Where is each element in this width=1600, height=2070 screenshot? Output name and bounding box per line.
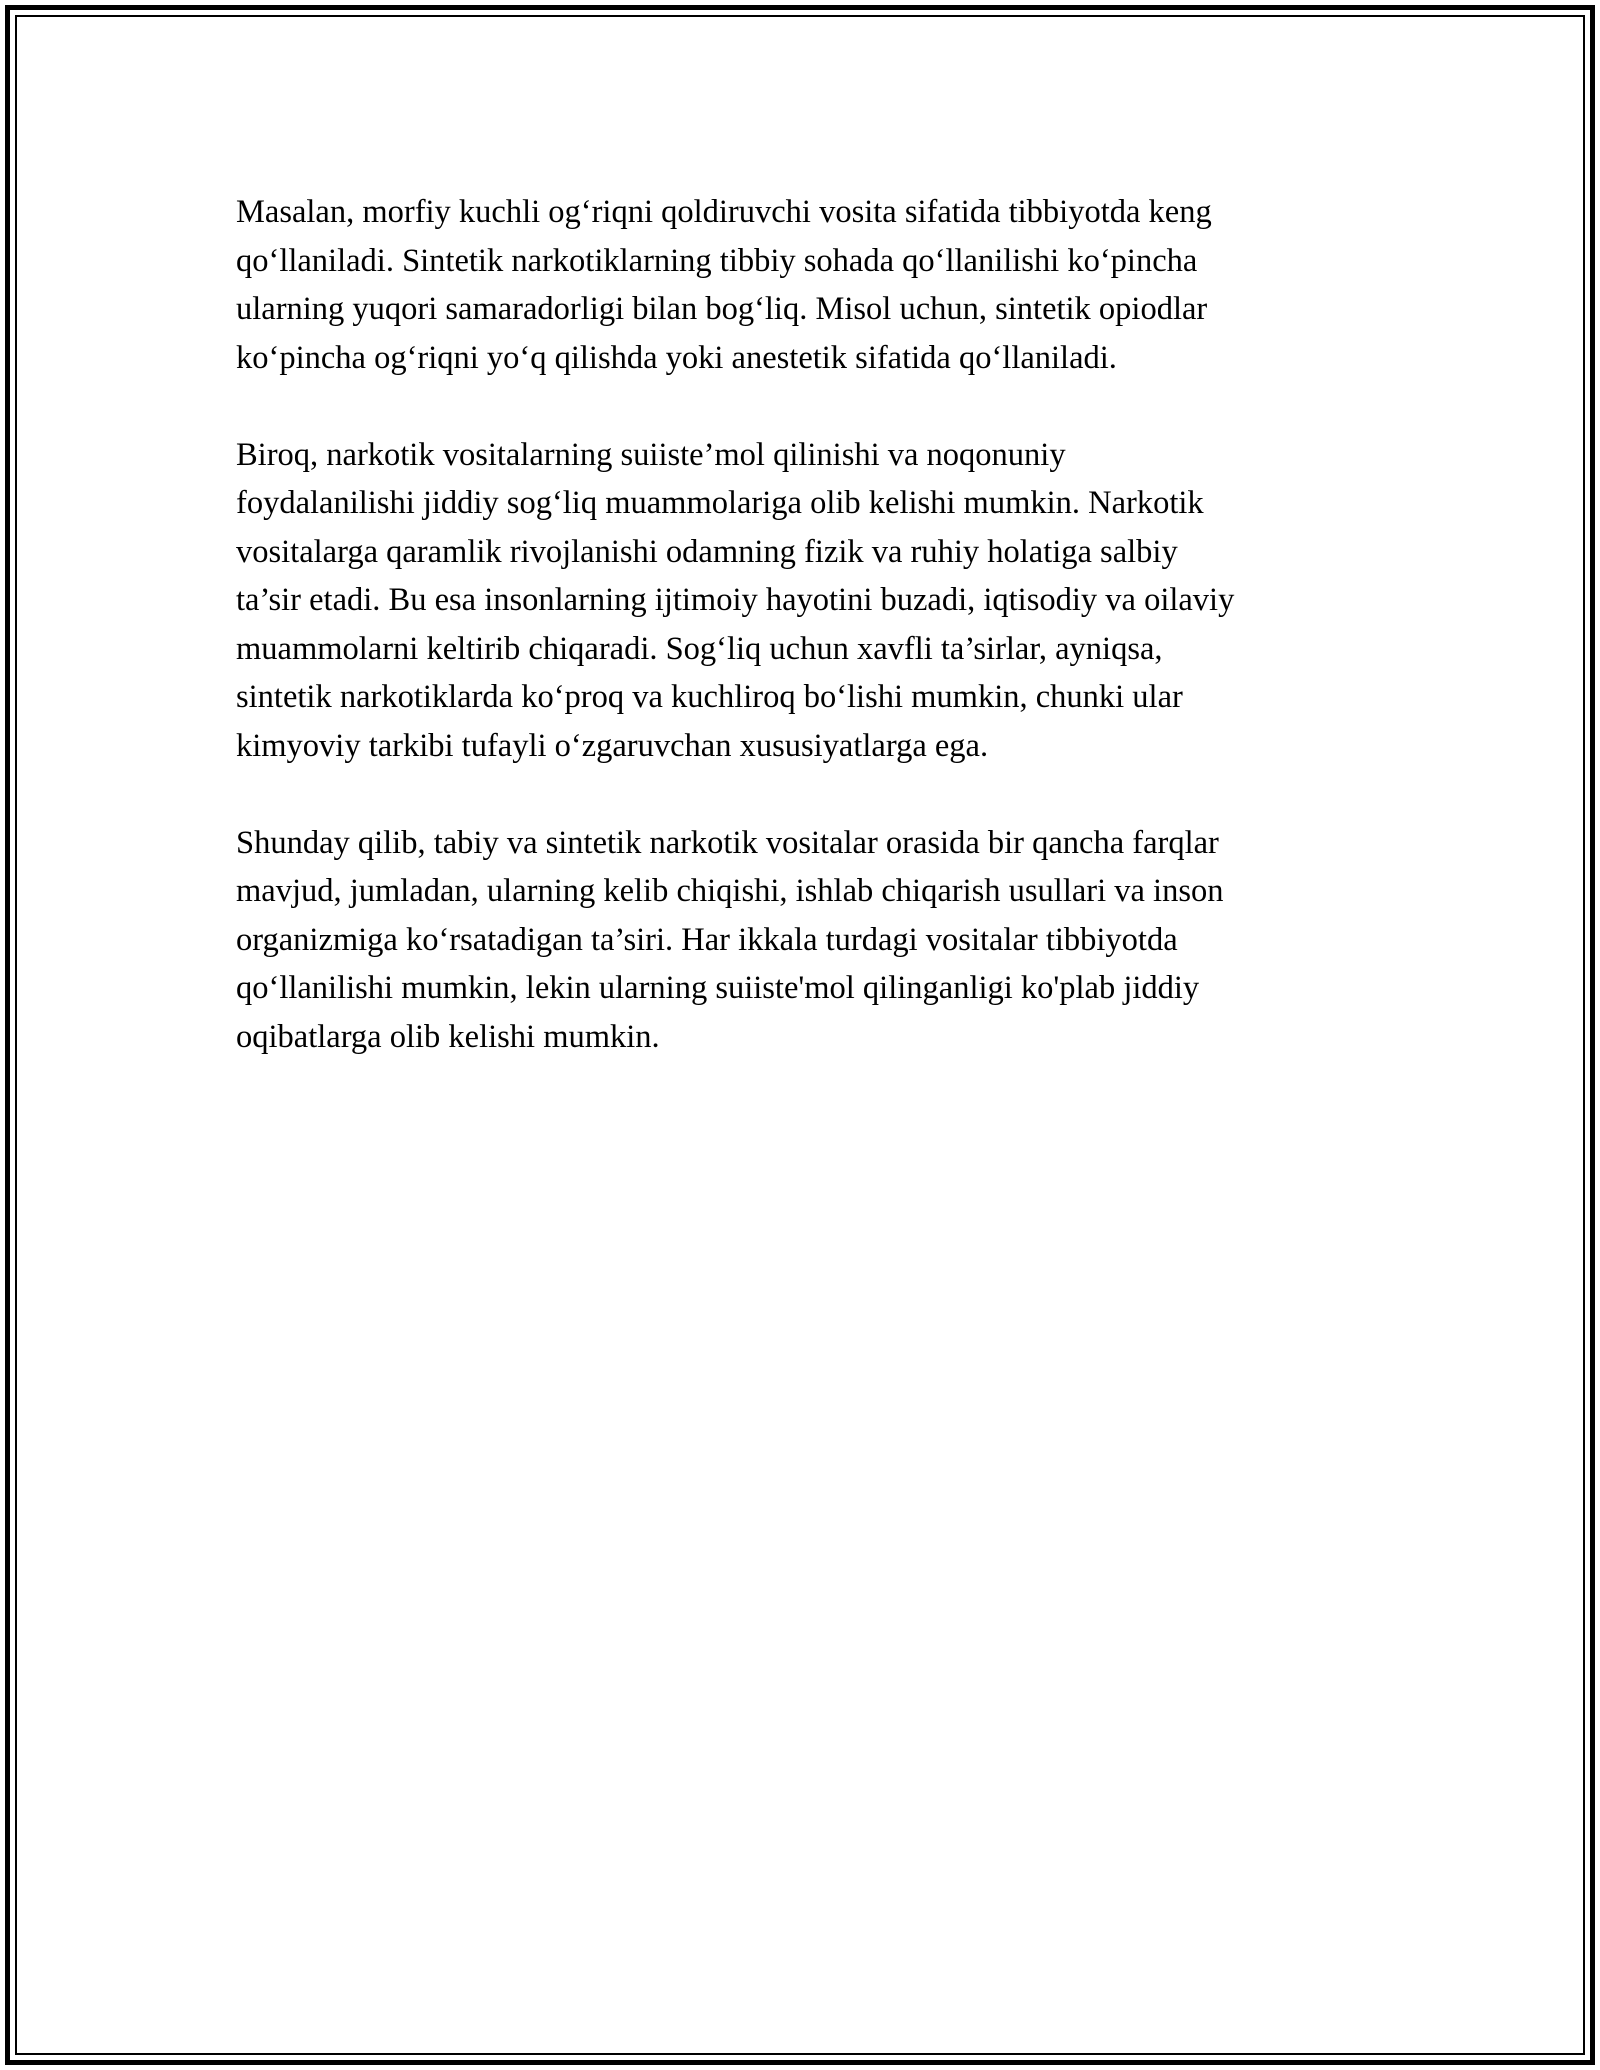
paragraph-3 xyxy=(236,819,1376,1062)
text-line: foydalanilishi jiddiy sog‘liq muammolariga olib kelishi mumkin. Narkotik xyxy=(236,485,1204,521)
text-line: muammolarni keltirib chiqaradi. Sog‘liq uchun xavfli ta’sirlar, ayniqsa, xyxy=(236,630,1163,667)
text-line: qo‘llaniladi. Sintetik narkotiklarning tibbiy sohada qo‘llanilishi ko‘pincha xyxy=(236,242,1198,279)
document-body xyxy=(236,188,1376,1110)
text-line: kimyoviy tarkibi tufayli o‘zgaruvchan xususiyatlarga ega. xyxy=(236,727,989,764)
text-line: Biroq, narkotik vositalarning suiiste’mol qilinishi va noqonuniy xyxy=(236,436,1066,473)
text-line: vositalarga qaramlik rivojlanishi odamning fizik va ruhiy holatiga salbiy xyxy=(236,533,1178,570)
text-line: oqibatlarga olib kelishi mumkin. xyxy=(236,1018,660,1055)
text-line: mavjud, jumladan, ularning kelib chiqishi, ishlab chiqarish usullari va inson xyxy=(236,873,1224,909)
text-line: sintetik narkotiklarda ko‘proq va kuchliroq bo‘lishi mumkin, chunki ular xyxy=(236,679,1183,715)
paragraph-1 xyxy=(236,188,1376,382)
text-line: ularning yuqori samaradorligi bilan bog‘liq. Misol uchun, sintetik opiodlar xyxy=(236,291,1208,327)
text-line: ta’sir etadi. Bu esa insonlarning ijtimoiy hayotini buzadi, iqtisodiy va oilaviy xyxy=(236,582,1235,618)
text-line: Shunday qilib, tabiy va sintetik narkotik vositalar orasida bir qancha farqlar xyxy=(236,824,1219,861)
text-line: ko‘pincha og‘riqni yo‘q qilishda yoki anestetik sifatida qo‘llaniladi. xyxy=(236,339,1117,376)
text-line: qo‘llanilishi mumkin, lekin ularning suiiste'mol qilinganligi ko'plab jiddiy xyxy=(236,970,1200,1006)
text-line: organizmiga ko‘rsatadigan ta’siri. Har ikkala turdagi vositalar tibbiyotda xyxy=(236,921,1178,958)
paragraph-2 xyxy=(236,431,1376,771)
text-line: Masalan, morfiy kuchli og‘riqni qoldiruvchi vosita sifatida tibbiyotda keng xyxy=(236,194,1212,230)
